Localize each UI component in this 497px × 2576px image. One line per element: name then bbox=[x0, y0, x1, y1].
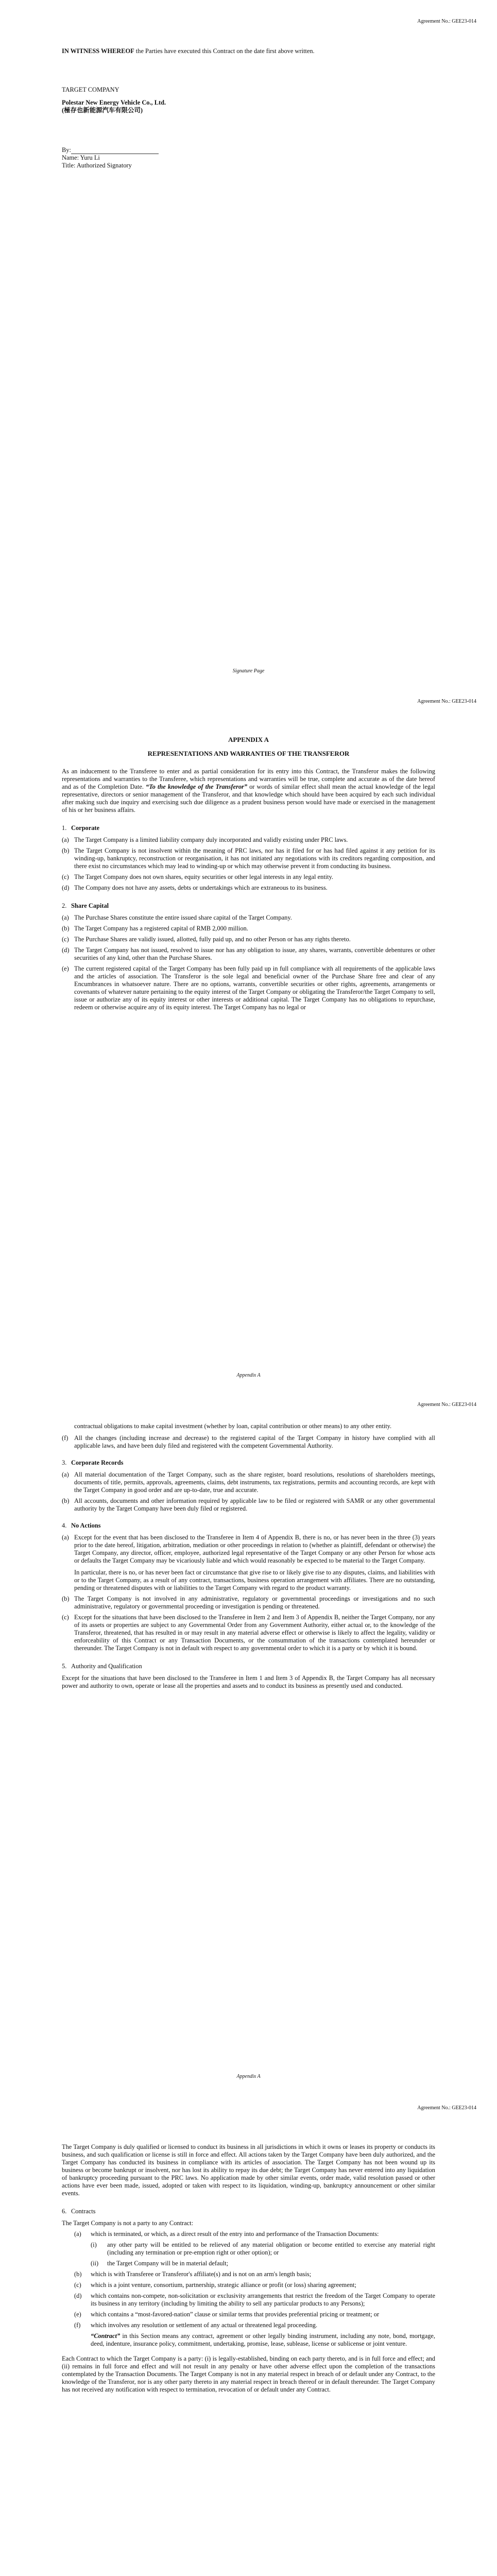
continued-item-text: contractual obligations to make capital investment (whether by loan, capital contribution or other means) to any other entity. bbox=[74, 1422, 392, 1430]
list-item bbox=[74, 2270, 435, 2278]
item-label: (d) bbox=[74, 2292, 82, 2299]
item-label: (a) bbox=[74, 2230, 81, 2238]
item-text: Except for the situations that have been disclosed to the Transferee in Item 2 and Item 3 of Appendix B, neither the Target Company, nor any of its assets or properties are subject to any Governmental Order from any Government Authority, either actual or, to the knowledge of the Transferor, threatened, that has resulted in or may result in any material adverse effect or otherwise is likely to affect the legality, validity or enforceability of this Contract or any Transaction Documents, or the consummation of the transactions contemplated hereunder or thereunder. The Target Company is not in default with respect to any governmental order to which it is a party or by which it is bound. bbox=[74, 1614, 435, 1652]
list-item bbox=[74, 2281, 435, 2289]
agreement-number-header: Agreement No.: GEE23-014 bbox=[417, 19, 476, 24]
item-text: The Target Company is a limited liability company duly incorporated and validly existing under PRC laws. bbox=[74, 836, 348, 843]
list-item bbox=[62, 965, 435, 1011]
item-label: (i) bbox=[91, 2241, 97, 2248]
item-text: which involves any resolution or settlement of any actual or threatened legal proceeding. bbox=[91, 2321, 318, 2329]
item-a-para-1: Except for the event that has been disclosed to the Transferee in Item 4 of Appendix B, there is no, or has never been in the three (3) years prior to the date hereof, litigation, arbitration, mediation or other proceedings in relation to (whether as plaintiff, defendant or otherwise) the Target Company, any director, officer, employee, authorized legal representative of the Target Company or any other Person for whose acts or defaults the Target Company may be vicariously liable and which would reasonably be expected to be material to the Target Company. bbox=[74, 1534, 435, 1564]
section-title: No Actions bbox=[71, 1522, 101, 1529]
agreement-number-header: Agreement No.: GEE23-014 bbox=[417, 2105, 476, 2111]
section-contracts bbox=[62, 2208, 435, 2215]
list-item bbox=[62, 836, 435, 844]
appendix-intro bbox=[62, 768, 435, 814]
list-item bbox=[62, 884, 435, 892]
item-label: (d) bbox=[62, 884, 70, 891]
section-title: Authority and Qualification bbox=[71, 1663, 142, 1670]
item-label: (e) bbox=[74, 2311, 81, 2318]
signatory-name: Name: Yuru Li bbox=[62, 154, 100, 161]
section-title: Contracts bbox=[71, 2208, 96, 2215]
item-text: All accounts, documents and other information required by applicable law to be filed or registered with SAMR or any other governmental authority by the Target Company have been duly filed or registered. bbox=[74, 1497, 435, 1512]
item-text: The Purchase Shares constitute the entire issued share capital of the Target Company. bbox=[74, 914, 292, 921]
item-a-para-2: In particular, there is no, or has never been fact or circumstance that give rise to or likely give rise to any disputes, claims, and liabilities with or to the Target Company, as a result of any contract, transactions, business operation arrangement with affiliates. There are no outstanding, pending or threatened disputes with or liabilities to the Target Company with regard to the product warranty. bbox=[74, 1569, 435, 1591]
list-item bbox=[62, 914, 435, 922]
list-item bbox=[62, 925, 435, 933]
list-item bbox=[62, 1534, 435, 1592]
contract-definition bbox=[91, 2332, 435, 2348]
item-text: The Target Company does not own shares, equity securities or other legal interests in any legal entity. bbox=[74, 873, 334, 880]
witness-bold: IN WITNESS WHEREOF bbox=[62, 47, 134, 55]
list-item bbox=[62, 1434, 435, 1450]
section-corporate-records bbox=[62, 1459, 435, 1467]
list-item bbox=[62, 1471, 435, 1494]
item-label: (c) bbox=[62, 1614, 69, 1621]
item-label: (f) bbox=[62, 1434, 68, 1442]
item-text: All the changes (including increase and decrease) to the registered capital of the Target Company in history have complied with all applicable laws, and have been duly filed and registered with the competent Governmental Authority. bbox=[74, 1434, 435, 1449]
agreement-number-header: Agreement No.: GEE23-014 bbox=[417, 699, 476, 704]
list-item bbox=[62, 1497, 435, 1513]
signatory-title: Title: Authorized Signatory bbox=[62, 162, 132, 169]
appendix-a-page-2 bbox=[0, 1404, 497, 2107]
item-text: The Target Company is not insolvent within the meaning of PRC laws, nor has it filed for or has had filed against it any petition for its winding-up, bankruptcy, reconstruction or reorganisation, it has not initiated any negotiations with its creditors regarding composition, and there exist no circumstances which may lead to winding-up or which may otherwise prevent it from conducting its business. bbox=[74, 847, 435, 870]
agreement-number-header: Agreement No.: GEE23-014 bbox=[417, 1402, 476, 1408]
item-label: (a) bbox=[62, 1471, 69, 1478]
list-item bbox=[62, 847, 435, 870]
item-label: (b) bbox=[62, 847, 70, 854]
item-text: All material documentation of the Target Company, such as the share register, board resolutions, resolutions of shareholders meetings, documents of title, permits, approvals, agreements, claims, debt instruments, tax registrations, permits and accounting records, are kept with the Target Company in good order and are up-to-date, true and accurate. bbox=[74, 1471, 435, 1494]
by-label: By: bbox=[62, 146, 71, 154]
item-text: which is terminated, or which, as a direct result of the entry into and performance of the Transaction Documents: bbox=[91, 2230, 379, 2238]
appendix-title: APPENDIX A bbox=[228, 736, 269, 743]
item-label: (a) bbox=[62, 836, 69, 843]
company-label: TARGET COMPANY bbox=[62, 86, 119, 93]
item-label: (c) bbox=[62, 936, 69, 943]
item-label: (d) bbox=[62, 946, 70, 954]
intro-defined-term: “To the knowledge of the Transferor” bbox=[146, 783, 248, 790]
intro-text-c: or words of similar effect shall mean the actual knowledge of the legal representative, directors or senior management of the Transferor, and that knowledge which should have been acquired by each such individual after making such due inquiry and exercising such due diligence as a prudent business person would have made or exercised in the management of his or her business affairs. bbox=[62, 783, 436, 814]
contracts-lead: The Target Company is not a party to any Contract: bbox=[62, 2219, 194, 2227]
company-name-en: Polestar New Energy Vehicle Co., Ltd. bbox=[62, 99, 166, 106]
list-item bbox=[74, 2311, 435, 2318]
item-text: The Purchase Shares are validly issued, allotted, fully paid up, and no other Person or has any rights thereto. bbox=[74, 936, 351, 943]
item-text: The Target Company has a registered capital of RMB 2,000 million. bbox=[74, 925, 248, 932]
witness-clause bbox=[62, 47, 435, 55]
appendix-a-page-1 bbox=[0, 701, 497, 1404]
section-title: Share Capital bbox=[71, 902, 109, 909]
intro-text-a: As an inducement to the Transferee to enter and as partial consideration for its entry into this Contract, the Transferor makes the following representations and warranties to the Transferee, which representations and warranties will be true, complete and accurate as of the date hereof and as of the Completion Date. bbox=[62, 768, 435, 790]
item-label: (b) bbox=[62, 1595, 70, 1602]
item-text: the Target Company will be in material default; bbox=[107, 2260, 229, 2267]
qualification-paragraph: The Target Company is duly qualified or licensed to conduct its business in all jurisdictions in which it owns or leases its property or conducts its business, and such qualification or license is still in force and effect. All actions taken by the Target Company have been duly authorized, and the Target Company has conducted its business in compliance with its articles of association. The Target Company has not been wound up its business or become bankrupt or insolvent, nor has lost its ability to repay its due debt; the Target Company has never entered into any liquidation of bankruptcy proceeding pursuant to the PRC laws. No application made by other similar events, order made, valid resolution passed or other actions have ever been made, issued, adopted or taken with respect to its liquidation, winding-up, bankruptcy announcement or other similar events. bbox=[62, 2143, 435, 2197]
item-label: (a) bbox=[62, 914, 69, 921]
section-number: 2. bbox=[62, 902, 67, 909]
section-no-actions bbox=[62, 1522, 435, 1530]
section-number: 6. bbox=[62, 2208, 67, 2215]
list-item bbox=[62, 946, 435, 962]
signature-line bbox=[71, 147, 159, 154]
list-item bbox=[74, 2292, 435, 2308]
item-text: The Target Company is not involved in any administrative, regulatory or governmental proceedings or investigations and no such administrative, regulatory or governmental proceeding or investigation is pending or threatened. bbox=[74, 1595, 435, 1610]
contract-definition-text: in this Section means any contract, agreement or other legally binding instrument, including any note, bond, mortgage, deed, indenture, insurance policy, commitment, undertaking, promise, lease, sublease, license or sublicense or joint venture. bbox=[91, 2332, 435, 2347]
item-text: any other party will be entitled to be relieved of any material obligation or become entitled to exercise any material right (including any termination or pre-emption right or other option); or bbox=[107, 2241, 435, 2256]
list-subitem bbox=[91, 2260, 435, 2267]
item-label: (c) bbox=[74, 2281, 81, 2289]
signature-by-line bbox=[62, 146, 435, 154]
section-5-text: Except for the situations that have been disclosed to the Transferee in Item 1 and Item 3 of Appendix B, the Target Company has all necessary power and authority to own, operate or lease all the properties and assets and to conduct its business as presently used and conducted. bbox=[62, 1674, 435, 1689]
section-authority bbox=[62, 1663, 435, 1670]
signature-page-footer: Signature Page bbox=[232, 668, 265, 674]
appendix-a-footer: Appendix A bbox=[236, 1372, 261, 1378]
section-number: 4. bbox=[62, 1522, 67, 1529]
item-label: (a) bbox=[62, 1534, 69, 1541]
item-text: The Target Company has not issued, resolved to issue nor has any obligation to issue, any shares, warrants, convertible debentures or other securities of any kind, other than the Purchase Shares. bbox=[74, 946, 435, 961]
item-text: which is a joint venture, consortium, partnership, strategic alliance or profit (or loss) sharing agreement; bbox=[91, 2281, 356, 2289]
section-number: 1. bbox=[62, 824, 67, 832]
list-subitem bbox=[91, 2241, 435, 2257]
company-name-cn: (極存也新能源汽车有限公司) bbox=[62, 107, 143, 114]
list-item bbox=[62, 1595, 435, 1611]
item-label: (b) bbox=[62, 925, 70, 932]
item-text: which contains non-compete, non-solicitation or exclusivity arrangements that restrict the freedom of the Target Company to operate its business in any territory (including by limiting the ability to sell any particular products to any Persons); bbox=[91, 2292, 435, 2307]
list-item bbox=[62, 1614, 435, 1652]
appendix-a-footer: Appendix A bbox=[236, 2074, 261, 2079]
item-text bbox=[74, 1534, 435, 1592]
item-text: which is with Transferee or Transferor's affiliate(s) and is not on an arm's length basis; bbox=[91, 2270, 312, 2278]
item-label: (c) bbox=[62, 873, 69, 880]
contract-defined-term: “Contract” bbox=[91, 2332, 121, 2340]
item-text: which contains a “most-favored-nation” clause or similar terms that provides preferential pricing or treatment; or bbox=[91, 2311, 380, 2318]
section-corporate bbox=[62, 824, 435, 832]
item-label: (b) bbox=[62, 1497, 70, 1504]
section-title: Corporate Records bbox=[71, 1459, 124, 1466]
list-item bbox=[62, 936, 435, 943]
item-label: (b) bbox=[74, 2270, 82, 2278]
section-share-capital bbox=[62, 902, 435, 910]
item-label: (ii) bbox=[91, 2260, 99, 2267]
signature-page bbox=[0, 0, 497, 701]
item-label: (e) bbox=[62, 965, 69, 972]
appendix-subtitle: REPRESENTATIONS AND WARRANTIES OF THE TRANSFEROR bbox=[147, 750, 350, 757]
list-item bbox=[62, 873, 435, 881]
item-text: The Company does not have any assets, debts or undertakings which are extraneous to its business. bbox=[74, 884, 328, 891]
section-number: 5. bbox=[62, 1663, 67, 1670]
list-item bbox=[74, 2230, 435, 2238]
list-item bbox=[74, 2321, 435, 2329]
item-label: (f) bbox=[74, 2321, 81, 2329]
section-title: Corporate bbox=[71, 824, 100, 832]
witness-text: the Parties have executed this Contract on the date first above written. bbox=[134, 47, 315, 55]
item-text: The current registered capital of the Target Company has been fully paid up in full compliance with all requirements of the applicable laws and the articles of association. The Transferor is the sole legal and beneficial owner of the Purchase Share free and clear of any Encumbrances in whatsoever nature. There are no options, warrants, convertible securities or other rights, agreements, arrangements or covenants of whatever nature pertaining to the equity interest of the Target Company or obligating the Transferor/the Target Company to sell, issue or authorize any of its equity interest or other interests or additional capital. The Target Company has no obligations to repurchase, redeem or otherwise acquire any of its equity interest. The Target Company has no legal or bbox=[74, 965, 435, 1011]
contracts-final-paragraph: Each Contract to which the Target Company is a party: (i) is legally-established, binding on each party thereto, and is in full force and effect; and (ii) remains in full force and effect and will not result in any penalty or have other adverse effect upon the completion of the transactions contemplated by the Transaction Documents. The Target Company is not in any material respect in breach of or default under any Contract, to the knowledge of the Transferor, nor is any other party thereto in any material respect in breach thereof or in default thereunder. The Target Company has not received any notification with respect to termination, revocation of or default under any Contract. bbox=[62, 2355, 435, 2393]
section-number: 3. bbox=[62, 1459, 67, 1466]
appendix-a-page-3 bbox=[0, 2107, 497, 2576]
